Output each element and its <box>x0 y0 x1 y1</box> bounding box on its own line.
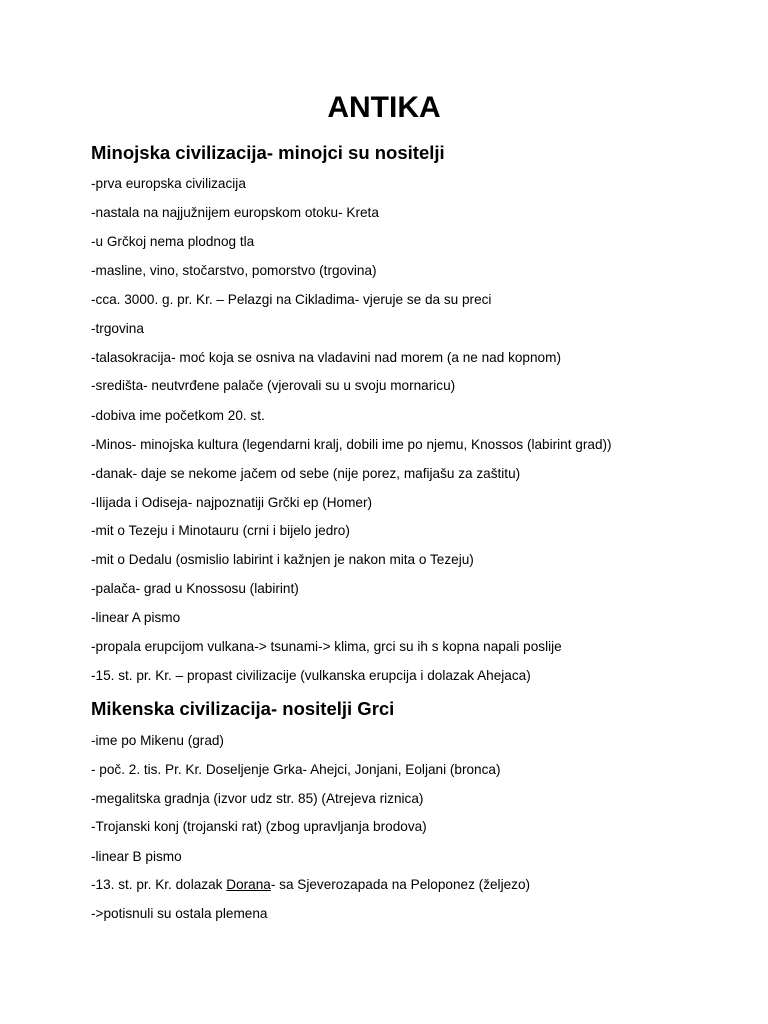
list-item: -trgovina <box>91 321 144 336</box>
list-item: -megalitska gradnja (izvor udz str. 85) (Atrejeva riznica) <box>91 791 424 806</box>
list-item: ->potisnuli su ostala plemena <box>91 906 268 921</box>
list-item: -Trojanski konj (trojanski rat) (zbog upravljanja brodova) <box>91 819 427 834</box>
list-item: -prva europska civilizacija <box>91 176 246 191</box>
list-item: -linear A pismo <box>91 610 181 625</box>
dorani-text-after: - sa Sjeverozapada na Peloponez (željezo) <box>270 877 531 892</box>
list-item: -Ilijada i Odiseja- najpoznatiji Grčki ep (Homer) <box>91 495 373 510</box>
dorani-text-before: -13. st. pr. Kr. dolazak <box>91 877 227 892</box>
list-item: -mit o Dedalu (osmislio labirint i kažnjen je nakon mita o Tezeju) <box>91 552 474 567</box>
list-item: -Minos- minojska kultura (legendarni kralj, dobili ime po njemu, Knossos (labirint grad)) <box>91 437 612 452</box>
list-item: -dobiva ime početkom 20. st. <box>91 408 265 423</box>
list-item: -palača- grad u Knossosu (labirint) <box>91 581 299 596</box>
list-item: -nastala na najjužnijem europskom otoku- Kreta <box>91 205 379 220</box>
list-item: -15. st. pr. Kr. – propast civilizacije (vulkanska erupcija i dolazak Ahejaca) <box>91 668 531 683</box>
section-heading-minojska: Minojska civilizacija- minojci su nositelji <box>91 142 445 163</box>
list-item: - poč. 2. tis. Pr. Kr. Doseljenje Grka- Ahejci, Jonjani, Eoljani (bronca) <box>91 762 501 777</box>
list-item: -u Grčkoj nema plodnog tla <box>91 234 255 249</box>
list-item: -mit o Tezeju i Minotauru (crni i bijelo jedro) <box>91 523 350 538</box>
list-item: -ime po Mikenu (grad) <box>91 733 224 748</box>
list-item: -masline, vino, stočarstvo, pomorstvo (trgovina) <box>91 263 377 278</box>
section-heading-mikenska: Mikenska civilizacija- nositelji Grci <box>91 698 395 719</box>
list-item-dorani <box>91 876 530 894</box>
list-item: -propala erupcijom vulkana-> tsunami-> klima, grci su ih s kopna napali poslije <box>91 639 562 654</box>
list-item: -danak- daje se nekome jačem od sebe (nije porez, mafijašu za zaštitu) <box>91 466 521 481</box>
list-item: -linear B pismo <box>91 849 182 864</box>
list-item: -središta- neutvrđene palače (vjerovali su u svoju mornaricu) <box>91 378 456 393</box>
list-item: -talasokracija- moć koja se osniva na vladavini nad morem (a ne nad kopnom) <box>91 350 561 365</box>
dorani-underlined-word: Dorana <box>226 877 271 892</box>
list-item: -cca. 3000. g. pr. Kr. – Pelazgi na Cikladima- vjeruje se da su preci <box>91 292 492 307</box>
document-title: ANTIKA <box>327 91 441 124</box>
